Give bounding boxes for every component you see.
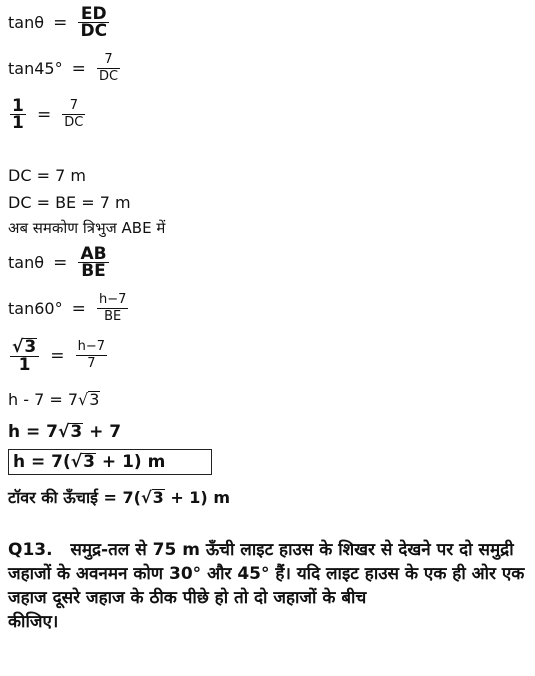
numerator: AB <box>80 244 107 264</box>
numerator: h−7 <box>77 339 106 354</box>
equals: = <box>53 12 68 33</box>
equation-h-minus-7 <box>8 390 100 410</box>
lhs: tan60° <box>8 298 63 318</box>
denominator: DC <box>64 115 84 130</box>
question-tail: कीजिए। <box>8 612 59 632</box>
boxed-answer <box>8 452 212 472</box>
equals: = <box>36 104 52 125</box>
numerator: 7 <box>104 52 113 67</box>
denominator: 1 <box>10 356 39 373</box>
lhs-fraction <box>10 338 39 373</box>
denominator: 1 <box>12 113 24 133</box>
fraction <box>97 52 120 85</box>
equation-dc-be: DC = BE = 7 m <box>8 193 131 212</box>
fraction <box>97 292 128 325</box>
expression: टॉवर की ऊँचाई = 7( <box>8 488 141 507</box>
radical-sign: √ <box>70 452 83 472</box>
equation-h-value <box>8 422 121 442</box>
equals: = <box>53 252 68 273</box>
radicand: 3 <box>152 488 164 507</box>
equals: = <box>50 345 65 366</box>
equals: = <box>71 58 86 79</box>
fraction <box>76 339 107 372</box>
expression: h = 7( <box>13 452 71 472</box>
tower-height-result <box>8 488 230 508</box>
expression-tail: + 1) m <box>164 488 230 507</box>
numerator: h−7 <box>99 292 127 307</box>
question-label: Q13. <box>8 540 53 560</box>
numerator <box>10 338 39 356</box>
expression: h = 7 <box>8 422 59 442</box>
fraction <box>78 246 108 279</box>
numerator: 7 <box>69 98 78 113</box>
numerator: ED <box>80 4 107 24</box>
radicand: 3 <box>89 390 100 409</box>
question-13 <box>8 538 528 634</box>
lhs: tan45° <box>8 58 63 78</box>
equation-tan60 <box>8 292 130 325</box>
denominator: DC <box>99 69 119 84</box>
radicand: 3 <box>24 337 37 357</box>
denominator: BE <box>78 262 108 279</box>
radical-sign: √ <box>58 422 70 442</box>
equation-root3-ratio <box>8 338 109 373</box>
radical-sign: √ <box>12 337 24 357</box>
radicand: 3 <box>70 422 83 442</box>
radical-sign: √ <box>78 390 89 409</box>
expression: h - 7 = 7 <box>8 390 79 409</box>
expression-tail: + 7 <box>83 422 122 442</box>
equation-tan-theta-ab-be <box>8 246 111 279</box>
equation-tan45 <box>8 52 122 85</box>
equation-one-over-one <box>8 98 87 131</box>
lhs-fraction <box>10 98 26 131</box>
equals: = <box>71 298 86 319</box>
fraction <box>62 98 85 131</box>
expression-tail: + 1) m <box>95 452 166 472</box>
denominator: 7 <box>76 355 107 372</box>
lhs: tanθ <box>8 12 45 32</box>
denominator: DC <box>80 21 108 41</box>
lhs: tanθ <box>8 252 45 272</box>
radical-sign: √ <box>140 488 152 507</box>
denominator: BE <box>97 308 128 325</box>
question-text: समुद्र-तल से 75 m ऊँची लाइट हाउस के शिखर से देखने पर दो समुद्री जहाजों के अवनमन कोण 30° और 45° हैं। यदि लाइट हाउस के एक ही ओर एक जहाज दूसरे जहाज के ठीक पीछे हो तो दो जहाजों के बीच <box>8 540 525 608</box>
fraction <box>78 6 109 39</box>
radicand: 3 <box>83 452 95 472</box>
equation-dc-value: DC = 7 m <box>8 166 86 185</box>
hindi-statement-triangle: अब समकोण त्रिभुज ABE में <box>8 219 166 237</box>
equation-tan-theta-ed-dc <box>8 6 111 39</box>
numerator: 1 <box>12 96 24 116</box>
answer-box <box>8 449 212 475</box>
